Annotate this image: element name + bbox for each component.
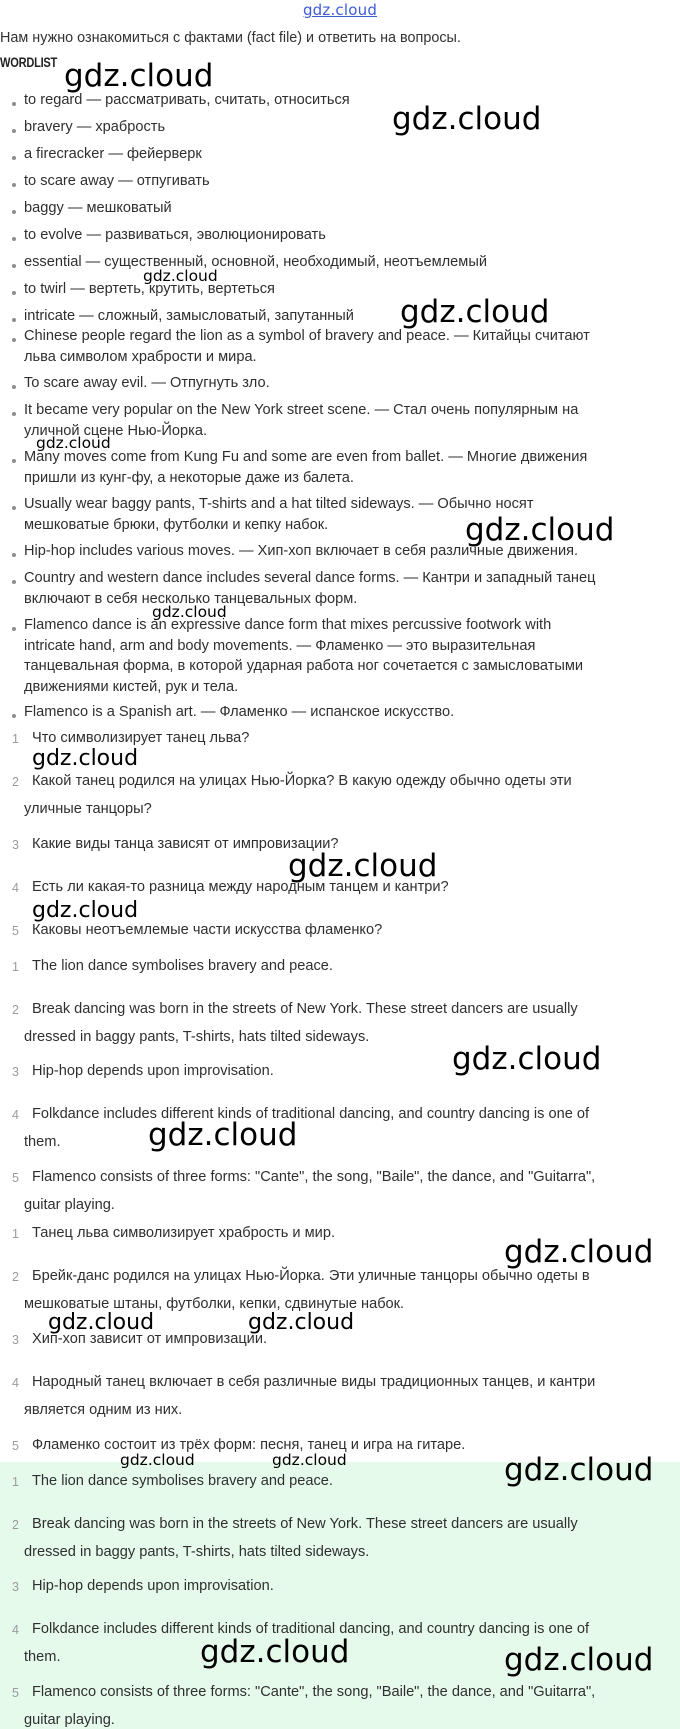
wordlist-bullet (12, 580, 16, 584)
question-ru-text: Каковы неотъемлемые части искусства фламенко? (32, 922, 383, 938)
wordlist-bullet (12, 102, 16, 106)
gdz-watermark: gdz.cloud (392, 101, 542, 137)
question-ru-text: Есть ли какая-то разница между народным танцем и кантри? (32, 879, 449, 895)
answer-en-number: 1 (12, 960, 19, 974)
wordlist-bullet (12, 714, 16, 718)
answer-en-text: Flamenco consists of three forms: "Cante", the song, "Baile", the dance, and "Guitarra", (32, 1169, 596, 1185)
wordlist-bullet (12, 156, 16, 160)
wordlist-bullet (12, 237, 16, 241)
gdz-watermark: gdz.cloud (452, 1041, 602, 1077)
gdz-watermark: gdz.cloud (32, 898, 139, 923)
answer-ru-number: 3 (12, 1333, 19, 1347)
answer-en-text: Folkdance includes different kinds of traditional dancing, and country dancing is one of (32, 1106, 590, 1122)
answer-en-repeat-text: dressed in baggy pants, T-shirts, hats tilted sideways. (24, 1544, 370, 1560)
gdz-watermark: gdz.cloud (120, 1451, 195, 1469)
answer-ru-text: Танец льва символизирует храбрость и мир. (32, 1225, 335, 1241)
wordlist-item: to regard — рассматривать, считать, относиться (24, 92, 350, 108)
gdz-watermark: gdz.cloud (248, 1310, 355, 1335)
wordlist-item: уличной сцене Нью-Йорка. (24, 422, 208, 439)
gdz-watermark: gdz.cloud (465, 512, 615, 548)
gdz-watermark: gdz.cloud (32, 746, 139, 771)
wordlist-item: bravery — храбрость (24, 119, 166, 135)
question-ru-number: 5 (12, 924, 19, 938)
answer-en-text: dressed in baggy pants, T-shirts, hats tilted sideways. (24, 1029, 370, 1045)
question-ru-text: Что символизирует танец льва? (32, 730, 250, 746)
wordlist-bullet (12, 553, 16, 557)
question-ru-number: 3 (12, 838, 19, 852)
wordlist-item: Flamenco is a Spanish art. — Фламенко — испанское искусство. (24, 704, 455, 720)
gdz-watermark: gdz.cloud (272, 1451, 347, 1469)
question-ru-text: Какие виды танца зависят от импровизации? (32, 836, 339, 852)
answer-en-text: them. (24, 1134, 61, 1150)
gdz-watermark: gdz.cloud (504, 1452, 654, 1488)
answer-en-text: Hip-hop depends upon improvisation. (32, 1063, 274, 1079)
answer-en-number: 3 (12, 1065, 19, 1079)
wordlist-bullet (12, 459, 16, 463)
answer-en-number: 4 (12, 1108, 19, 1122)
answer-en-number: 5 (12, 1171, 19, 1185)
wordlist-item: танцевальная форма, в которой ударная работа ног сочетается с замысловатыми (24, 658, 584, 674)
answer-ru-number: 1 (12, 1227, 19, 1241)
answer-ru-text: Народный танец включает в себя различные виды традиционных танцев, и кантри (32, 1374, 596, 1390)
wordlist-item: Usually wear baggy pants, T-shirts and a hat tilted sideways. — Обычно носят (24, 496, 534, 512)
answer-en-repeat-number: 2 (12, 1518, 19, 1532)
wordlist-bullet (12, 291, 16, 295)
question-ru-text: уличные танцоры? (24, 801, 152, 817)
answer-en-number: 2 (12, 1003, 19, 1017)
gdz-watermark: gdz.cloud (200, 1634, 350, 1670)
answer-en-repeat-text: Folkdance includes different kinds of traditional dancing, and country dancing is one of (32, 1621, 590, 1637)
question-ru-number: 2 (12, 775, 19, 789)
gdz-watermark: gdz.cloud (48, 1310, 155, 1335)
gdz-watermark: gdz.cloud (36, 434, 111, 452)
intro-text: Нам нужно ознакомиться с фактами (fact file) и ответить на вопросы. (0, 30, 461, 46)
question-ru-number: 4 (12, 881, 19, 895)
answer-ru-text: Фламенко состоит из трёх форм: песня, танец и игра на гитаре. (32, 1437, 466, 1453)
wordlist-item: essential — существенный, основной, необходимый, неотъемлемый (24, 254, 487, 270)
wordlist-item: It became very popular on the New York street scene. — Стал очень популярным на (24, 402, 579, 418)
wordlist-item: включают в себя несколько танцевальных форм. (24, 590, 358, 607)
gdz-watermark: gdz.cloud (504, 1234, 654, 1270)
wordlist-bullet (12, 129, 16, 133)
answer-en-repeat-number: 1 (12, 1475, 19, 1489)
answer-ru-number: 5 (12, 1439, 19, 1453)
wordlist-bullet (12, 412, 16, 416)
answer-en-repeat-number: 3 (12, 1580, 19, 1594)
wordlist-heading: WORDLIST (0, 55, 58, 70)
wordlist-item: to twirl — вертеть, крутить, вертеться (24, 281, 275, 297)
answer-en-repeat-text: guitar playing. (24, 1712, 115, 1728)
answer-en-text: Break dancing was born in the streets of New York. These street dancers are usually (32, 1001, 578, 1017)
gdz-watermark: gdz.cloud (400, 294, 550, 330)
wordlist-item: Many moves come from Kung Fu and some are even from ballet. — Многие движения (24, 449, 588, 465)
wordlist-bullet (12, 318, 16, 322)
gdz-watermark: gdz.cloud (288, 848, 438, 884)
wordlist-item: intricate hand, arm and body movements. — Фламенко — это выразительная (24, 637, 536, 654)
answer-ru-number: 2 (12, 1270, 19, 1284)
answer-ru-text: Брейк-данс родился на улицах Нью-Йорка. Эти уличные танцоры обычно одеты в (32, 1268, 590, 1284)
answer-ru-number: 4 (12, 1376, 19, 1390)
wordlist-item: Hip-hop includes various moves. — Хип-хоп включает в себя различные движения. (24, 543, 579, 559)
answer-en-repeat-text: Flamenco consists of three forms: "Cante", the song, "Baile", the dance, and "Guitarra", (32, 1684, 596, 1700)
wordlist-bullet (12, 627, 16, 631)
wordlist-bullet (12, 264, 16, 268)
question-ru-text: Какой танец родился на улицах Нью-Йорка? В какую одежду обычно одеты эти (32, 773, 572, 789)
wordlist-item: движениями кистей, рук и тела. (24, 678, 239, 695)
wordlist-item: мешковатые брюки, футболки и кепку набок. (24, 516, 329, 533)
question-ru-number: 1 (12, 732, 19, 746)
answer-en-text: The lion dance symbolises bravery and peace. (32, 958, 333, 974)
wordlist-item: to scare away — отпугивать (24, 173, 210, 189)
wordlist-item: Chinese people regard the lion as a symbol of bravery and peace. — Китайцы считают (24, 328, 590, 344)
wordlist-item: baggy — мешковатый (24, 200, 172, 216)
wordlist-item: to evolve — развиваться, эволюционировать (24, 227, 326, 243)
answer-en-repeat-number: 4 (12, 1623, 19, 1637)
gdz-watermark: gdz.cloud (152, 603, 227, 621)
wordlist-bullet (12, 385, 16, 389)
gdz-watermark: gdz.cloud (148, 1117, 298, 1153)
wordlist-bullet (12, 183, 16, 187)
answer-ru-text: Хип-хоп зависит от импровизации. (32, 1331, 268, 1347)
gdz-watermark: gdz.cloud (143, 267, 218, 285)
answer-en-repeat-text: them. (24, 1649, 61, 1665)
wordlist-bullet (12, 338, 16, 342)
wordlist-item: Flamenco dance is an expressive dance form that mixes percussive footwork with (24, 617, 552, 633)
wordlist-item: To scare away evil. — Отпугнуть зло. (24, 375, 270, 391)
answer-en-repeat-text: Hip-hop depends upon improvisation. (32, 1578, 274, 1594)
wordlist-bullet (12, 506, 16, 510)
answer-en-repeat-number: 5 (12, 1686, 19, 1700)
answer-ru-text: мешковатые штаны, футболки, кепки, сдвинутые набок. (24, 1296, 405, 1312)
gdz-watermark: gdz.cloud (64, 58, 214, 94)
site-watermark-top[interactable]: gdz.cloud (302, 1, 378, 19)
answer-en-repeat-text: Break dancing was born in the streets of New York. These street dancers are usually (32, 1516, 578, 1532)
gdz-watermark: gdz.cloud (504, 1642, 654, 1678)
wordlist-item: intricate — сложный, замысловатый, запутанный (24, 308, 354, 324)
wordlist-item: льва символом храбрости и мира. (24, 348, 257, 365)
answer-en-text: guitar playing. (24, 1197, 115, 1213)
wordlist-item: a firecracker — фейерверк (24, 146, 202, 162)
answer-en-repeat-text: The lion dance symbolises bravery and peace. (32, 1473, 333, 1489)
wordlist-item: Country and western dance includes several dance forms. — Кантри и западный танец (24, 570, 596, 586)
wordlist-bullet (12, 210, 16, 214)
answer-ru-text: является одним из них. (24, 1402, 183, 1418)
wordlist-item: пришли из кунг-фу, а некоторые даже из балета. (24, 469, 354, 486)
